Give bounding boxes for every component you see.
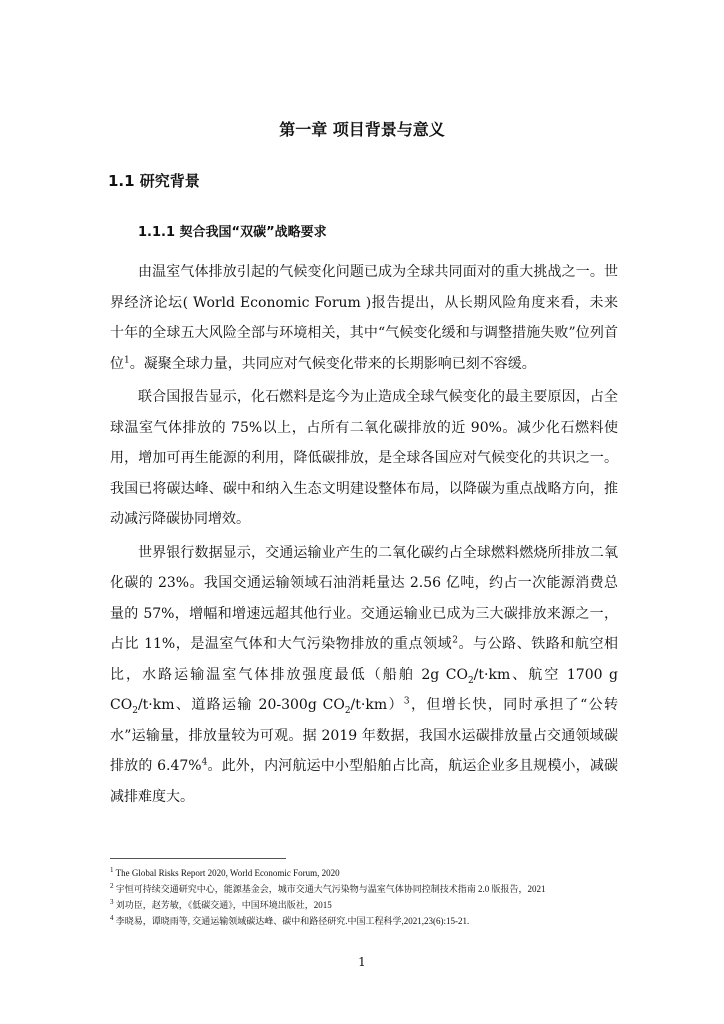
paragraph-1-text-a: 由温室气体排放引起的气候变化问题已成为全球共同面对的重大挑战之一。世界经济论坛( World Economic Forum )报告提出，从长期风险角度来看，未来十年的全球五大风险全部与环境相关，其中“气候变化缓和与调整措施失败”位列首位 [110,264,618,372]
footnote-number: 1 [110,866,114,874]
paragraph-3-text-b: 。与公路、铁路和航空相比，水路运输温室气体排放强度最低（船舶 2g CO [110,636,618,683]
paragraph-3 [110,538,618,813]
page-number: 1 [358,955,366,969]
footnote-divider [110,858,286,859]
footnotes [110,864,610,928]
paragraph-3-text-f: ，但增长快，同时承担了“公转水”运输量，排放量较为可观。据 2019 年数据，我国水运碳排放量占交通领域碳排放的 6.47% [110,697,618,774]
paragraph-3-text-a: 世界银行数据显示，交通运输业产生的二氧化碳约占全球燃料燃烧所排放二氧化碳的 23%。我国交通运输领域石油消耗量达 2.56 亿吨，约占一次能源消费总量的 57%，增幅和增速远超其他行业。交通运输业已成为三大碳排放来源之一，占比 11%，是温室气体和大气污染物排放的重点领域 [110,544,618,652]
paragraph-3-text-e: /t·km） [350,697,404,713]
footnote [110,912,610,928]
paragraph-2-text: 联合国报告显示，化石燃料是迄今为止造成全球气候变化的最主要原因，占全球温室气体排放的 75%以上，占所有二氧化碳排放的近 90%。减少化石燃料使用，增加可再生能源的利用，降低碳排放，是全球各国应对气候变化的共识之一。我国已将碳达峰、碳中和纳入生态文明建设整体布局，以降碳为重点战略方向，推动减污降碳协同增效。 [110,389,618,527]
footnote-text: 宇恒可持续交通研究中心，能源基金会，城市交通大气污染物与温室气体协同控制技术指南 2.0 版报告，2021 [115,884,546,894]
paragraph-2 [110,382,618,535]
footnote-number: 4 [110,914,114,922]
paragraph-1-text-b: 。凝聚全球力量，共同应对气候变化带来的长期影响已刻不容缓。 [129,355,536,372]
subscript-co2-1: 2 [467,675,474,686]
chapter-title: 第一章 项目背景与意义 [279,120,445,139]
subscript-co2-2: 2 [132,705,138,716]
footnote-ref-4: 4 [201,757,208,768]
footnote-ref-1: 1 [124,354,130,365]
paragraph-3-text-g: 。此外，内河航运中小型船舶占比高，航运企业多且规模小，减碳减排难度大。 [110,758,618,805]
footnote [110,864,610,880]
footnote [110,880,610,896]
footnote-text: The Global Risks Report 2020, World Economic Forum, 2020 [115,868,340,878]
footnote-number: 2 [110,882,114,890]
paragraph-1 [110,257,618,379]
subscript-co2-3: 2 [344,705,351,716]
footnote-number: 3 [110,898,114,906]
footnote [110,896,610,912]
footnote-ref-3: 3 [403,696,410,707]
footnote-text: 李晓易，谭晓雨等, 交通运输领域碳达峰、碳中和路径研究.中国工程科学,2021,23(6):15-21. [115,916,470,926]
paragraph-3-text-d: /t·km、道路运输 20-300g CO [137,697,345,713]
footnote-ref-2: 2 [452,635,458,646]
subsection-heading: 1.1.1 契合我国“双碳”战略要求 [138,225,327,240]
section-heading: 1.1 研究背景 [108,172,200,190]
paragraph-3-text-c: /t·km、航空 1700 g CO [110,666,618,713]
body-text [110,257,618,815]
footnote-text: 刘功臣，赵芳敏，《低碳交通》，中国环境出版社，2015 [115,900,332,910]
